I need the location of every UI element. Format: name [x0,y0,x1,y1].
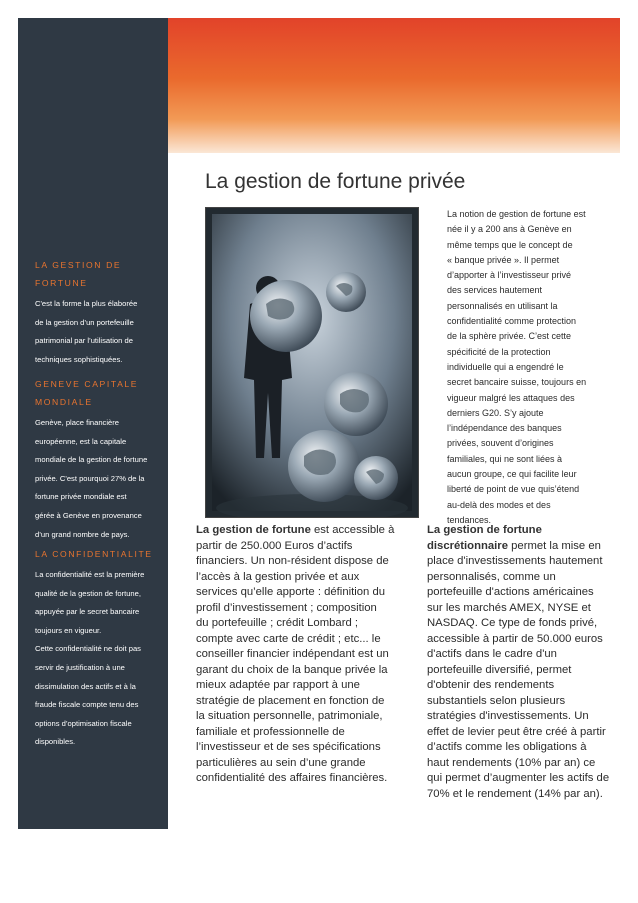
sidebar-text [35,295,163,369]
intro-line: vigueur malgré les attaques des [447,392,575,403]
globe [288,430,360,502]
sidebar-text [35,566,163,752]
body-line: partir de 250.000 Euros d’actifs [196,539,353,552]
sidebar-line: fortune privée mondiale est [35,492,127,502]
intro-line: privées, souvent d’origines [447,438,554,449]
sidebar-line: mondiale de la gestion de fortune [35,455,148,465]
body-line: la situation personnelle, patrimoniale, [196,710,383,722]
header-banner [168,18,620,153]
body-column-1 [196,523,406,787]
intro-line: « banque privée ». Il permet [447,254,560,265]
sidebar-line: dissimulation des actifs et à la [35,681,136,691]
globe [250,280,322,352]
bold-lead: La gestion de fortune [196,524,311,536]
body-line: services qu’elle apporte : définition du [196,586,386,598]
sidebar-line: options d’optimisation fiscale [35,718,132,728]
intro-line: d’apporter à l’investisseur privé [447,270,572,281]
body-text: permet la mise en [508,539,601,552]
intro-line: individuelle qui a engendré le [447,361,564,372]
intro-line: née il y a 200 ans à Genève en [447,224,572,235]
intro-line: de la sphère privée. C’est cette [447,331,572,342]
body-line: mieux adaptée par rapport à une [196,679,360,691]
page-title: La gestion de fortune privée [205,170,466,193]
bold-lead: discrétionnaire [427,539,508,552]
sidebar-line: privée. C'est pourquoi 27% de la [35,473,145,483]
sidebar-line: patrimonial par l’utilisation de [35,336,133,346]
sidebar-line: européenne, est la capitale [35,436,127,446]
globe [324,372,388,436]
body-line: profil d’investissement ; composition [196,601,377,614]
intro-line: secret bancaire suisse, toujours en [447,377,587,388]
sidebar-heading: GENEVE CAPITALE MONDIALE [35,379,139,407]
body-line: conseiller financier indépendant est un [196,648,389,660]
body-line: effet de levier peut être créé à partir [427,725,606,738]
sidebar-line: de la gestion d’un portefeuille [35,317,134,327]
globe [354,456,398,500]
body-text: est accessible à [310,524,395,536]
body-line: d'obtenir des rendements [427,679,555,691]
intro-line: personnalisés en utilisant la [447,300,558,311]
body-line: portefeuille d'actions américaines [427,586,594,598]
globes-illustration [206,208,418,517]
body-line: accessible à partir de 50.000 euros [427,632,603,645]
globes-photo [205,207,419,518]
bold-lead: La gestion de fortune [427,524,542,536]
sidebar-line: appuyée par le secret bancaire [35,607,140,617]
body-line: financiers. Un non-résident dispose de [196,555,389,567]
body-line: qui permet d’augmenter les actifs de [427,772,610,784]
body-line: sur les marchés AMEX, NYSE et [427,601,591,614]
body-line: personnalisés, comme un [427,570,556,583]
intro-line: des services hautement [447,285,543,296]
intro-line: aucun groupe, ce qui facilite leur [447,469,577,480]
body-line [196,523,406,539]
body-column-2 [427,523,623,802]
body-line: substantiels selon plusieurs [427,694,566,707]
sidebar-heading: LA CONFIDENTIALITE [35,549,153,559]
sidebar-line: disponibles. [35,737,76,747]
intro-line: au-delà des modes et des [447,499,551,510]
intro-line: spécificité de la protection [447,346,551,357]
intro-line: La notion de gestion de fortune est [447,209,586,219]
intro-line: liberté de point de vue quis’étend [447,484,580,495]
body-line: 70% et le rendement (14% par an). [427,787,603,800]
body-line: NASDAQ. Ce type de fonds privé, [427,617,598,629]
body-line: d’actifs comme les obligations à [427,741,587,753]
sidebar-line: gérée à Genève en provenance [35,510,142,520]
body-line: particulières au sein d’une grande [196,756,366,769]
sidebar-line: qualité de la gestion de fortune, [35,588,141,598]
globe [326,272,366,312]
body-line: stratégie de placement en fonction de [196,694,385,707]
body-line: d'actifs dans le cadre d'un [427,648,557,660]
sidebar-section-geneve [35,375,163,544]
body-line [427,539,623,555]
sidebar-line: Genève, place financière [35,418,120,427]
body-line: stratégies d'investissements. Un [427,710,589,722]
body-line: du portefeuille ; crédit Lombard ; [196,617,359,629]
body-line: l’accès à la gestion privée et aux [196,570,360,583]
intro-text [447,207,619,528]
sidebar-line: C'est la forme la plus élaborée [35,299,138,308]
body-line: place d'investissements hautement [427,555,603,567]
body-line: confidentialité des affaires financières. [196,772,388,784]
sidebar-section-gestion [35,256,163,369]
sidebar-line: La confidentialité est la première [35,570,145,579]
sidebar [18,18,168,829]
body-line: haut rendements (10% par an) ce [427,756,596,769]
sidebar-line: Cette confidentialité ne doit pas [35,644,141,654]
intro-line: même temps que le concept de [447,239,573,250]
sidebar-line: d’un grand nombre de pays. [35,529,130,539]
body-line: portefeuille diversifié, permet [427,663,572,676]
body-line: l’investisseur et de ses spécifications [196,741,381,753]
body-line: garant du choix de la banque privée la [196,663,388,676]
sidebar-line: fraude fiscale compte tenu des [35,700,139,710]
intro-line: l’indépendance des banques [447,423,562,434]
sidebar-line: techniques sophistiquées. [35,354,123,364]
intro-line: derniers G20. S’y ajoute [447,407,544,418]
sidebar-section-confidentialite [35,545,163,752]
body-line [427,523,623,539]
intro-line: familiales, qui ne sont liées à [447,453,563,464]
intro-line: confidentialité comme protection [447,316,577,327]
sidebar-line: toujours en vigueur. [35,625,102,635]
sidebar-text [35,414,163,544]
sidebar-heading: LA GESTION DE FORTUNE [35,260,122,288]
body-line: familiale et professionnelle de [196,725,345,738]
body-line: compte avec carte de crédit ; etc... le [196,632,381,645]
sidebar-line: servir de justification à une [35,662,125,672]
intro-line: tendances. [447,514,492,525]
